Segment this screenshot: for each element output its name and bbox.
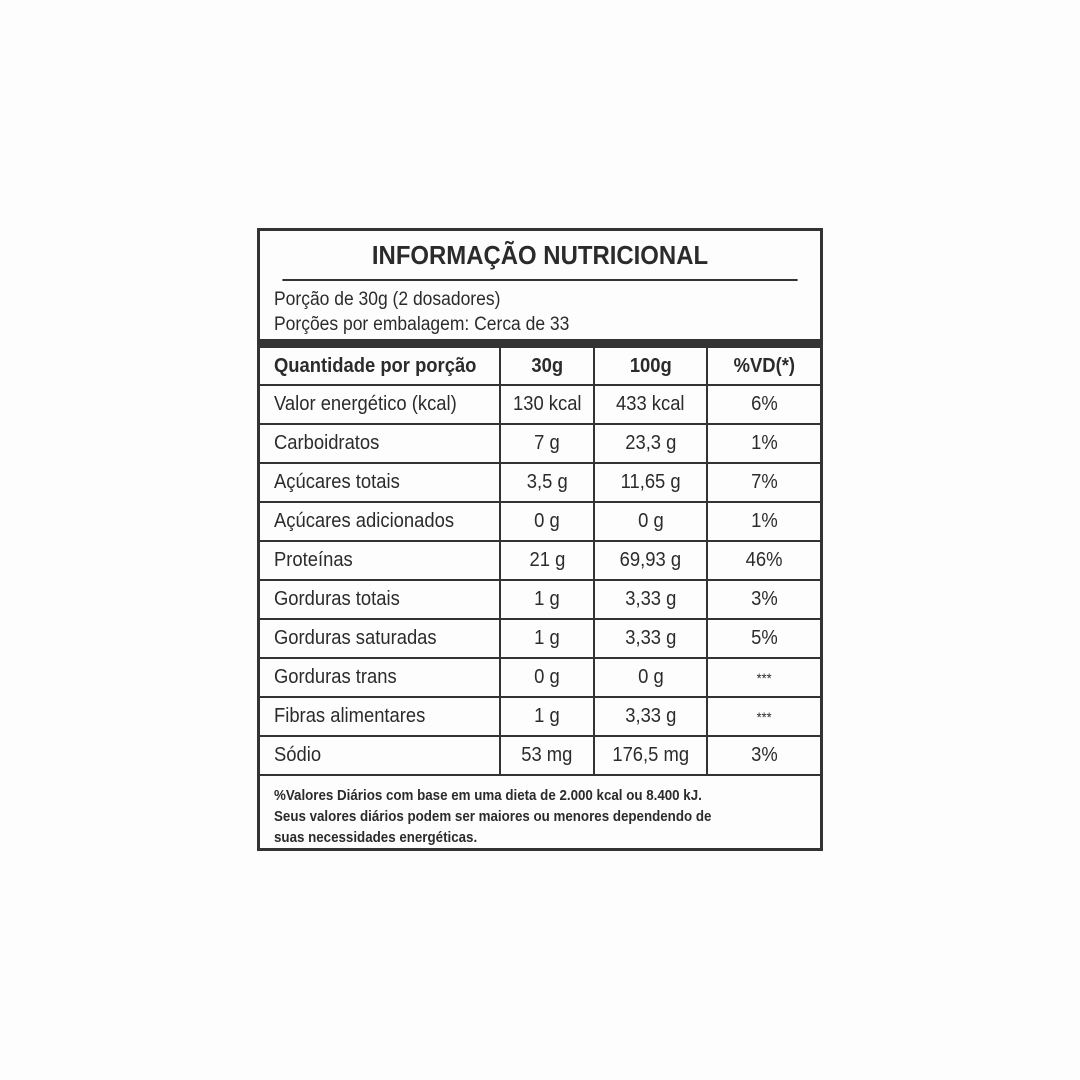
value-per-portion: 1 g <box>500 697 594 736</box>
table-header-row <box>260 348 820 385</box>
portion-size: Porção de 30g (2 dosadores) <box>274 289 501 310</box>
nutrient-name: Valor energético (kcal) <box>260 385 500 424</box>
footnote-line: Seus valores diários podem ser maiores ou menores dependendo de <box>274 809 712 825</box>
table-row <box>260 424 820 463</box>
table-row <box>260 697 820 736</box>
value-per-100g: 433 kcal <box>594 385 707 424</box>
table-row <box>260 619 820 658</box>
thick-divider <box>260 339 820 348</box>
nutrient-name: Gorduras trans <box>260 658 500 697</box>
table-row <box>260 502 820 541</box>
footnote-line: suas necessidades energéticas. <box>274 830 478 846</box>
daily-value: 6% <box>707 385 820 424</box>
value-per-100g: 0 g <box>594 658 707 697</box>
nutrient-name: Sódio <box>260 736 500 775</box>
daily-value: 1% <box>707 424 820 463</box>
value-per-100g: 3,33 g <box>594 697 707 736</box>
nutrition-facts-label <box>257 228 823 851</box>
value-per-100g: 11,65 g <box>594 463 707 502</box>
value-per-100g: 23,3 g <box>594 424 707 463</box>
nutrient-name: Açúcares totais <box>260 463 500 502</box>
portion-info <box>260 281 820 339</box>
value-per-portion: 0 g <box>500 658 594 697</box>
value-per-portion: 3,5 g <box>500 463 594 502</box>
nutrient-name: Carboidratos <box>260 424 500 463</box>
nutrition-table <box>260 348 820 776</box>
daily-value: 3% <box>707 736 820 775</box>
nutrient-name: Fibras alimentares <box>260 697 500 736</box>
daily-value: 5% <box>707 619 820 658</box>
nutrient-name: Gorduras totais <box>260 580 500 619</box>
portions-per-package: Porções por embalagem: Cerca de 33 <box>274 314 570 335</box>
footnote-line: %Valores Diários com base em uma dieta de 2.000 kcal ou 8.400 kJ. <box>274 788 702 804</box>
table-row <box>260 463 820 502</box>
value-per-portion: 21 g <box>500 541 594 580</box>
value-per-100g: 69,93 g <box>594 541 707 580</box>
nutrient-name: Açúcares adicionados <box>260 502 500 541</box>
daily-value: *** <box>707 658 820 697</box>
label-title: INFORMAÇÃO NUTRICIONAL <box>282 231 797 281</box>
nutrient-name: Proteínas <box>260 541 500 580</box>
daily-value: *** <box>707 697 820 736</box>
value-per-100g: 3,33 g <box>594 580 707 619</box>
table-row <box>260 385 820 424</box>
table-row <box>260 736 820 775</box>
footnote <box>260 776 820 849</box>
daily-value: 3% <box>707 580 820 619</box>
daily-value: 1% <box>707 502 820 541</box>
value-per-portion: 130 kcal <box>500 385 594 424</box>
header-quantity: Quantidade por porção <box>260 348 500 385</box>
header-dv: %VD(*) <box>707 348 820 385</box>
daily-value: 46% <box>707 541 820 580</box>
header-30g: 30g <box>500 348 594 385</box>
value-per-portion: 1 g <box>500 619 594 658</box>
value-per-portion: 0 g <box>500 502 594 541</box>
daily-value: 7% <box>707 463 820 502</box>
value-per-portion: 53 mg <box>500 736 594 775</box>
value-per-100g: 0 g <box>594 502 707 541</box>
table-row <box>260 580 820 619</box>
value-per-100g: 176,5 mg <box>594 736 707 775</box>
table-row <box>260 658 820 697</box>
value-per-portion: 1 g <box>500 580 594 619</box>
header-100g: 100g <box>594 348 707 385</box>
value-per-100g: 3,33 g <box>594 619 707 658</box>
table-row <box>260 541 820 580</box>
nutrient-name: Gorduras saturadas <box>260 619 500 658</box>
value-per-portion: 7 g <box>500 424 594 463</box>
